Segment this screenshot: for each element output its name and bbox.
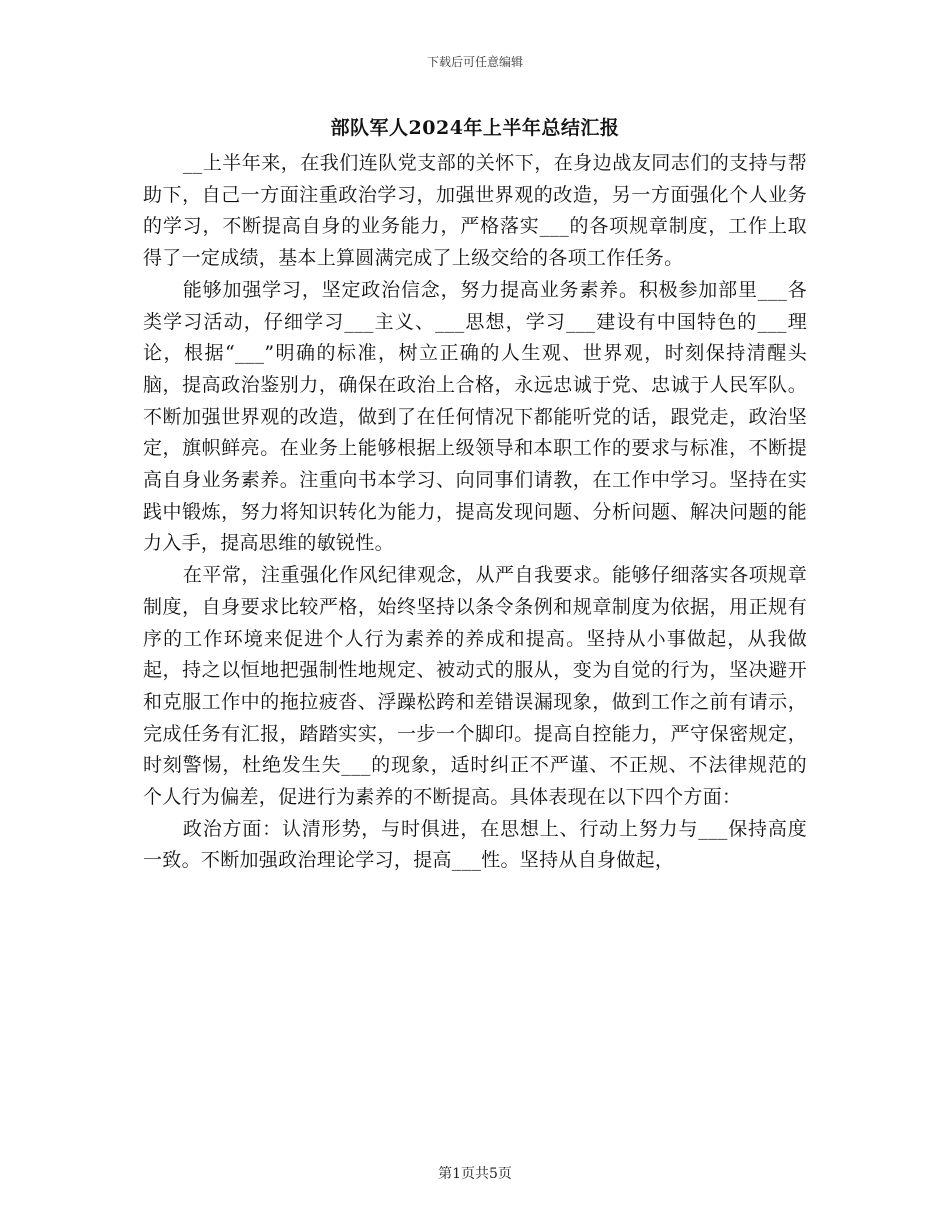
document-title: 部队军人2024年上半年总结汇报 [330, 117, 620, 139]
paragraph-2: 能够加强学习，坚定政治信念，努力提高业务素养。积极参加部里___各类学习活动，仔细学习___主义、___思想，学习___建设有中国特色的___理论，根据“___”明确的标准，树立正确的人生观、世界观，时刻保持清醒头脑，提高政治鉴别力，确保在政治上合格，永远忠诚于党、忠诚于人民军队。不断加强世界观的改造，做到了在任何情况下都能听党的话，跟党走，政治坚定，旗帜鲜亮。在业务上能够根据上级领导和本职工作的要求与标准，不断提高自身业务素养。注重向书本学习、向同事们请教，在工作中学习。坚持在实践中锻炼，努力将知识转化为能力，提高发现问题、分析问题、解决问题的能力入手，提高思维的敏锐性。 [143, 278, 807, 555]
paragraph-1: __上半年来，在我们连队党支部的关怀下，在身边战友同志们的支持与帮助下，自己一方面注重政治学习，加强世界观的改造，另一方面强化个人业务的学习，不断提高自身的业务能力，严格落实___的各项规章制度，工作上取得了一定成绩，基本上算圆满完成了上级交给的各项工作任务。 [143, 152, 807, 270]
document-body [143, 148, 807, 877]
page-number: 第1页共5页 [438, 1166, 512, 1182]
paragraph-3: 在平常，注重强化作风纪律观念，从严自我要求。能够仔细落实各项规章制度，自身要求比较严格，始终坚持以条令条例和规章制度为依据，用正规有序的工作环境来促进个人行为素养的养成和提高。坚持从小事做起，从我做起，持之以恒地把强制性地规定、被动式的服从，变为自觉的行为，坚决避开和克服工作中的拖拉疲沓、浮躁松跨和差错误漏现象，做到工作之前有请示，完成任务有汇报，踏踏实实，一步一个脚印。提高自控能力，严守保密规定，时刻警惕，杜绝发生失___的现象，适时纠正不严谨、不正规、不法律规范的个人行为偏差，促进行为素养的不断提高。具体表现在以下四个方面： [143, 564, 807, 809]
page-header-note: 下载后可任意编辑 [426, 55, 523, 69]
paragraph-4: 政治方面：认清形势，与时俱进，在思想上、行动上努力与___保持高度一致。不断加强政治理论学习，提高___性。坚持从自身做起， [143, 817, 807, 872]
